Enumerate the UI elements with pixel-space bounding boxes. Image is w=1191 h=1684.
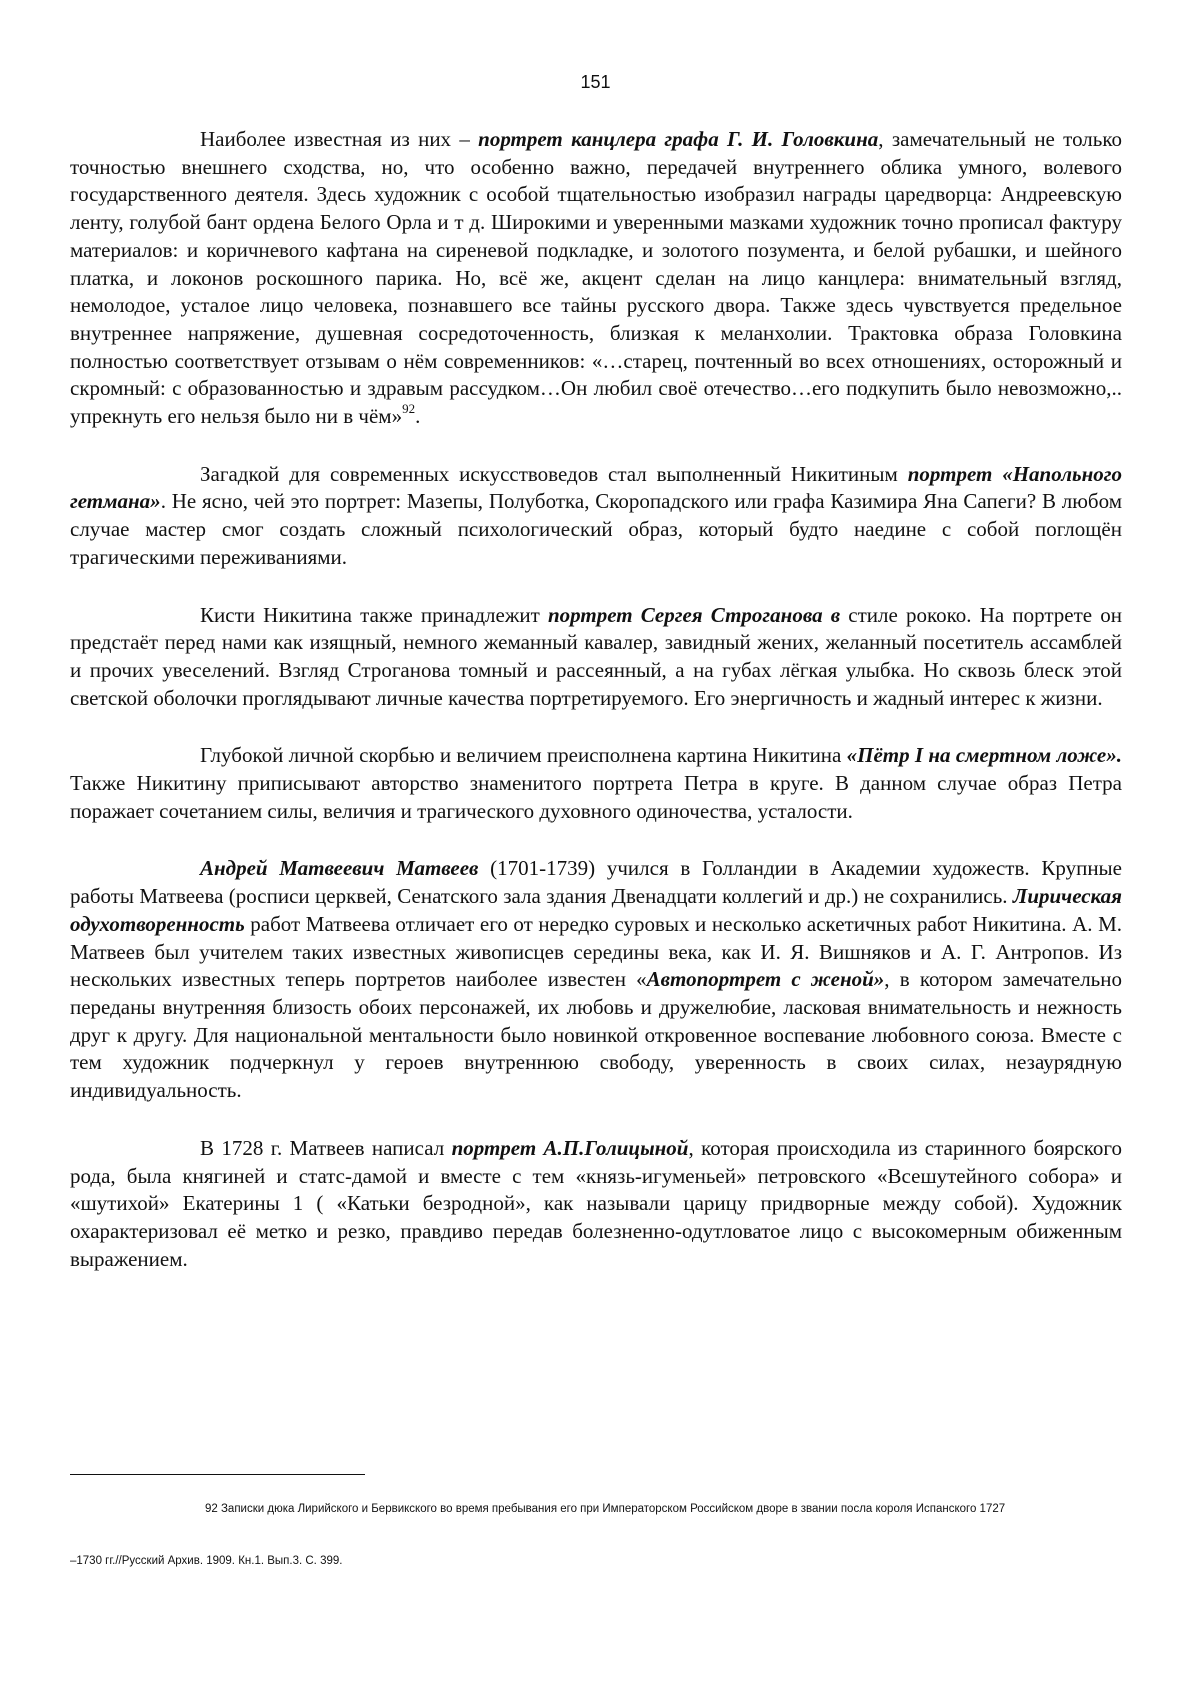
paragraph-golitsyna: [70, 1135, 1122, 1274]
emphasis-portrait-golitsyna: портрет А.П.Голицыной: [451, 1135, 689, 1160]
footnote-divider: [70, 1474, 365, 1475]
emphasis-portrait-stroganov: портрет Сергея Строганова в: [547, 602, 841, 627]
text-run: В 1728 г. Матвеев написал: [200, 1135, 452, 1160]
page-number: 151: [580, 72, 611, 92]
text-run: Глубокой личной скорбью и величием преисполнена картина Никитина: [200, 743, 847, 768]
text-run: Загадкой для современных искусствоведов стал выполненный Никитиным: [200, 461, 908, 486]
body-text: [70, 126, 1122, 1303]
text-run: . Не ясно, чей это портрет: Мазепы, Полуботка, Скоропадского или графа Казимира Яна Сапеги? В любом случае мастер смог создать сложный психологический образ, который будто наедине с собой поглощён трагическими переживаниями.: [70, 489, 1122, 569]
paragraph-matveev: [70, 855, 1122, 1104]
paragraph-stroganov: [70, 602, 1122, 713]
text-run: Также Никитину приписывают авторство знаменитого портрета Петра в круге. В данном случае образ Петра поражает сочетанием силы, величия и трагического духовного одиночества, усталости.: [70, 771, 1122, 823]
text-run: Наиболее известная из них –: [200, 127, 479, 151]
text-run: , которая происходила из старинного боярского рода, была княгиней и статс-дамой и вместе с тем «князь-игуменьей» петровского «Всешутейного собора» и «шутихой» Екатерины 1 ( «Катьки безродной», как называли царицу придворные между собой). Художник охарактеризовал её метко и резко, правдиво передав болезненно-одутловатое лицо с высокомерным обиженным выражением.: [70, 1135, 1122, 1271]
footnote-92-continuation: –1730 гг.//Русский Архив. 1909. Кн.1. Вып.3. С. 399.: [70, 1555, 343, 1567]
emphasis-portrait-golovkin: портрет канцлера графа Г. И. Головкина: [478, 127, 879, 151]
emphasis-matveev-name: Андрей Матвеевич Матвеев: [200, 856, 479, 881]
paragraph-peter: [70, 742, 1122, 825]
text-run: Кисти Никитина также принадлежит: [200, 602, 548, 627]
paragraph-golovkin: [70, 126, 1122, 431]
emphasis-peter-deathbed: «Пётр I на смертном ложе».: [846, 743, 1122, 768]
text-run: работ Матвеева отличает его от нередко суровых и несколько аскетичных работ Никитина. А. М. Матвеев был учителем таких известных живописцев середины века, как И. Я. Вишняков и А. Г. Антропов. Из нескольких известных теперь портретов наиболее известен «: [70, 911, 1122, 992]
text-run: стиле рококо. На портрете он предстаёт перед нами как изящный, немного жеманный кавалер, завидный жених, желанный посетитель ассамблей и прочих увеселений. Взгляд Строганова томный и рассеянный, а на губах лёгкая улыбка. Но сквозь блеск этой светской оболочки проглядывают личные качества портретируемого. Его энергичность и жадный интерес к жизни.: [70, 602, 1122, 710]
emphasis-lyrical: Лирическая одухотворенность: [70, 884, 1122, 936]
text-run: .: [415, 404, 421, 429]
footnote-ref[interactable]: 92: [402, 401, 416, 417]
emphasis-self-portrait: Автопортрет с женой»: [646, 967, 885, 992]
text-run: (1701-1739) учился в Голландии в Академии художеств. Крупные работы Матвеева (росписи церквей, Сенатского зала здания Двенадцати коллегий и др.) не сохранились.: [70, 856, 1122, 909]
text-run: , замечательный не только точностью внешнего сходства, но, что особенно важно, передачей внутреннего облика умного, волевого государственного деятеля. Здесь художник с особой тщательностью изобразил награды царедворца: Андреевскую ленту, голубой бант ордена Белого Орла и т д. Широкими и уверенными мазками художник точно прописал фактуру материалов: и коричневого кафтана на сиреневой подкладке, и золотого позумента, и белой рубашки, и шейного платка, и локонов роскошного парика. Но, всё же, акцент сделан на лицо канцлера: внимательный взгляд, немолодое, усталое лицо человека, познавшего все тайны русского двора. Также здесь чувствуется предельное внутреннее напряжение, душевная сосредоточенность, близкая к меланхолии. Трактовка образа Головкина полностью соответствует отзывам о нём современников: «…старец, почтенный во всех отношениях, осторожный и скромный: с образованностью и здравым рассудком…Он любил своё отечество…его подкупить было невозможно,.. упрекнуть его нельзя было ни в чём»: [70, 127, 1122, 429]
emphasis-portrait-hetman: портрет «Напольного гетмана»: [70, 461, 1122, 514]
paragraph-hetman: [70, 461, 1122, 572]
footnote-92: 92 Записки дюка Лирийского и Бервикского во время пребывания его при Императорском Российском дворе в звании посла короля Испанского 1727: [205, 1503, 1006, 1515]
text-run: , в котором замечательно переданы внутренняя близость обоих персонажей, их любовь и дружелюбие, ласковая внимательность и нежность друг к другу. Для национальной ментальности было новинкой откровенное воспевание любовного союза. Вместе с тем художник подчеркнул у героев внутреннюю свободу, уверенность в своих силах, незаурядную индивидуальность.: [70, 967, 1122, 1103]
